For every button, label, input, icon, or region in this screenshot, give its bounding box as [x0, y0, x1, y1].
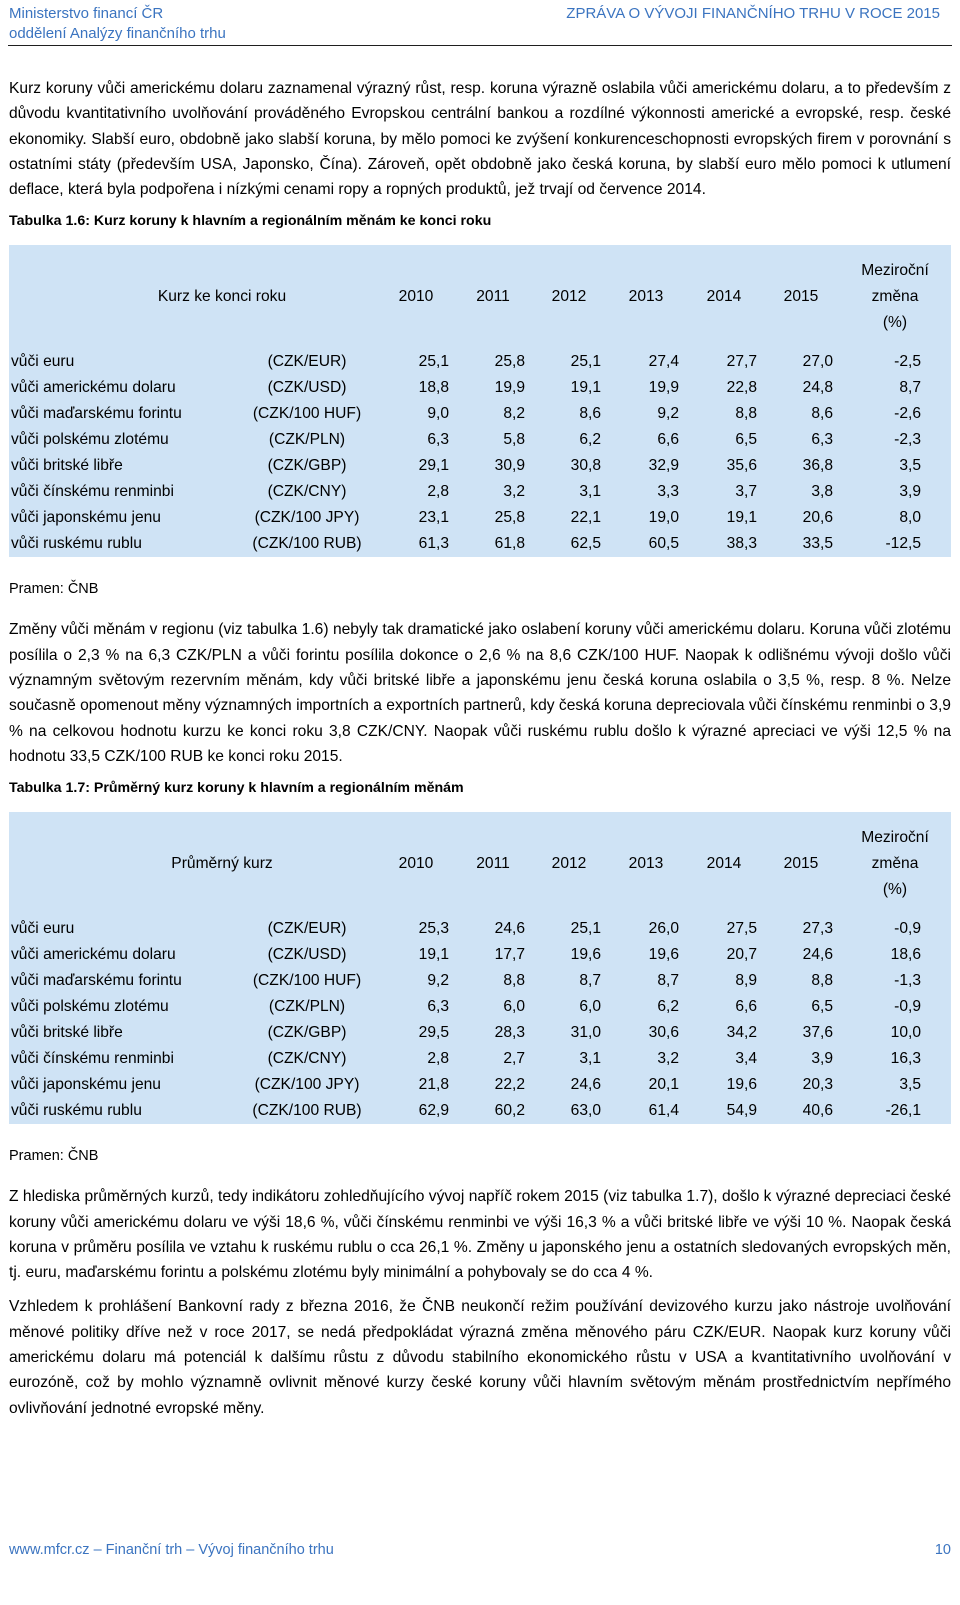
- currency-label: vůči euru: [11, 920, 75, 938]
- currency-label: vůči maďarskému forintu: [11, 972, 182, 990]
- table-2-caption: Tabulka 1.7: Průměrný kurz koruny k hlavním a regionálním měnám: [9, 780, 464, 797]
- page-number: 10: [934, 1542, 951, 1558]
- rate-value: 8,8: [735, 405, 757, 423]
- currency-label: vůči britské libře: [11, 457, 123, 475]
- table-row: [9, 453, 951, 479]
- currency-label: vůči japonskému jenu: [11, 509, 161, 527]
- year-header: 2014: [706, 288, 742, 306]
- rate-value: 19,1: [570, 379, 601, 397]
- rate-value: 27,4: [648, 353, 679, 371]
- currency-unit: (CZK/EUR): [267, 353, 347, 371]
- rate-value: 27,0: [802, 353, 833, 371]
- currency-label: vůči čínskému renminbi: [11, 483, 174, 501]
- table-row: [9, 942, 951, 968]
- currency-label: vůči americkému dolaru: [11, 946, 176, 964]
- currency-label: vůči euru: [11, 353, 75, 371]
- table-row: [9, 1098, 951, 1124]
- table-average-rates: [9, 810, 951, 1124]
- rate-value: 6,6: [735, 998, 757, 1016]
- rate-value: 28,3: [494, 1024, 525, 1042]
- year-header: 2012: [551, 288, 587, 306]
- currency-unit: (CZK/CNY): [267, 483, 347, 501]
- header-divider: [8, 45, 952, 46]
- rate-value: 40,6: [802, 1102, 833, 1120]
- yoy-change: 3,5: [899, 1076, 921, 1094]
- rate-value: 25,1: [570, 920, 601, 938]
- rate-value: 3,2: [503, 483, 525, 501]
- year-header: 2010: [398, 855, 434, 873]
- currency-label: vůči japonskému jenu: [11, 1076, 161, 1094]
- rate-value: 35,6: [726, 457, 757, 475]
- table-row: [9, 1046, 951, 1072]
- rate-value: 29,1: [418, 457, 449, 475]
- rate-value: 63,0: [570, 1102, 601, 1120]
- rate-value: 9,0: [427, 405, 449, 423]
- table-row: [9, 401, 951, 427]
- year-header: 2010: [398, 288, 434, 306]
- table-row: [9, 349, 951, 375]
- rate-value: 31,0: [570, 1024, 601, 1042]
- rate-value: 8,8: [503, 972, 525, 990]
- footer-link[interactable]: www.mfcr.cz – Finanční trh – Vývoj finančního trhu: [9, 1542, 334, 1558]
- currency-unit: (CZK/EUR): [267, 920, 347, 938]
- currency-unit: (CZK/GBP): [267, 457, 347, 475]
- rate-value: 19,6: [570, 946, 601, 964]
- rate-value: 2,8: [427, 1050, 449, 1068]
- rate-value: 22,1: [570, 509, 601, 527]
- currency-label: vůči americkému dolaru: [11, 379, 176, 397]
- rate-value: 33,5: [802, 535, 833, 553]
- rate-value: 9,2: [657, 405, 679, 423]
- year-header: 2015: [783, 288, 819, 306]
- rate-value: 3,1: [579, 1050, 601, 1068]
- rate-value: 3,4: [735, 1050, 757, 1068]
- table-1-caption: Tabulka 1.6: Kurz koruny k hlavním a regionálním měnám ke konci roku: [9, 213, 492, 230]
- rate-value: 3,1: [579, 483, 601, 501]
- rate-value: 6,0: [579, 998, 601, 1016]
- rate-value: 36,8: [802, 457, 833, 475]
- header-ministry: Ministerstvo financí ČR: [9, 5, 164, 22]
- currency-unit: (CZK/100 RUB): [252, 1102, 362, 1120]
- table-year-end-rates: [9, 243, 951, 557]
- yoy-change: 3,5: [899, 457, 921, 475]
- rate-value: 20,6: [802, 509, 833, 527]
- rate-value: 25,3: [418, 920, 449, 938]
- rate-value: 61,4: [648, 1102, 679, 1120]
- currency-unit: (CZK/100 HUF): [252, 405, 362, 423]
- rate-value: 8,6: [579, 405, 601, 423]
- rate-value: 5,8: [503, 431, 525, 449]
- year-header: 2011: [476, 288, 510, 306]
- rate-value: 19,0: [648, 509, 679, 527]
- year-header: 2012: [551, 855, 587, 873]
- yoy-change: -2,5: [894, 353, 921, 371]
- rate-value: 6,5: [811, 998, 833, 1016]
- rate-value: 6,0: [503, 998, 525, 1016]
- rate-value: 38,3: [726, 535, 757, 553]
- rate-value: 27,3: [802, 920, 833, 938]
- change-header-line: (%): [882, 881, 908, 899]
- rate-value: 6,2: [657, 998, 679, 1016]
- rate-value: 25,1: [570, 353, 601, 371]
- rate-value: 6,3: [427, 431, 449, 449]
- rate-value: 6,6: [657, 431, 679, 449]
- table-row: [9, 375, 951, 401]
- rate-value: 18,8: [418, 379, 449, 397]
- change-header-line: Meziroční: [861, 829, 929, 847]
- table-row: [9, 531, 951, 557]
- currency-label: vůči čínskému renminbi: [11, 1050, 174, 1068]
- table-row: [9, 1072, 951, 1098]
- currency-label: vůči ruskému rublu: [11, 1102, 142, 1120]
- table-header-row: [9, 244, 951, 349]
- paragraph-1: Kurz koruny vůči americkému dolaru zaznamenal výrazný růst, resp. koruna výrazně oslabila vůči americkému dolaru, a to především z důvodu kvantitativního uvolňování prováděného Evropskou centrální bankou a rozdílné výkonnosti americké a evropské, resp. české ekonomiky. Slabší euro, obdobně jako slabší koruna, by mělo pomoci ke zvýšení konkurenceschopnosti evropských firem v porovnání s ostatními státy (především USA, Japonsko, Čína). Zároveň, opět obdobně jako česká koruna, by slabší euro mělo pomoci k utlumení deflace, která byla podpořena i nízkými cenami ropy a ropných produktů, jež trvají od července 2014.: [9, 80, 951, 199]
- rate-value: 3,8: [811, 483, 833, 501]
- rate-value: 24,6: [802, 946, 833, 964]
- currency-label: vůči polskému zlotému: [11, 431, 169, 449]
- yoy-change: -12,5: [885, 535, 921, 553]
- rate-value: 20,3: [802, 1076, 833, 1094]
- header-left: [9, 4, 226, 44]
- paragraph-3: Z hlediska průměrných kurzů, tedy indikátoru zohledňujícího vývoj napříč rokem 2015 (viz tabulka 1.7), došlo k výrazné depreciaci české koruny vůči americkému dolaru ve výši 18,6 %, vůči čínskému renminbi ve výši 16,3 % a vůči britské libře ve výši 10 %. Naopak česká koruna v průměru posílila ve vztahu k ruskému rublu o cca 26,1 %. Změny u japonského jenu a ostatních sledovaných evropských měn, tj. euru, maďarskému forintu a polskému zlotému byly minimální a pohybovaly se do cca 4 %.: [9, 1188, 951, 1282]
- rate-value: 8,2: [503, 405, 525, 423]
- rate-value: 8,8: [811, 972, 833, 990]
- currency-unit: (CZK/PLN): [268, 998, 346, 1016]
- rate-value: 22,8: [726, 379, 757, 397]
- currency-unit: (CZK/100 RUB): [252, 535, 362, 553]
- yoy-change: 10,0: [890, 1024, 921, 1042]
- table-title: Kurz ke konci roku: [157, 288, 287, 306]
- rate-value: 3,2: [657, 1050, 679, 1068]
- rate-value: 21,8: [418, 1076, 449, 1094]
- rate-value: 23,1: [418, 509, 449, 527]
- currency-unit: (CZK/100 JPY): [254, 509, 360, 527]
- currency-unit: (CZK/CNY): [267, 1050, 347, 1068]
- rate-value: 25,1: [418, 353, 449, 371]
- paragraph-2: Změny vůči měnám v regionu (viz tabulka 1.6) nebyly tak dramatické jako oslabení koruny vůči americkému dolaru. Koruna vůči zlotému posílila o 2,3 % na 6,3 CZK/PLN a vůči forintu posílila dokonce o 2,6 % na 8,6 CZK/100 HUF. Naopak k odlišnému vývoji došlo vůči významným světovým rezervním měnám, kdy vůči britské libře a japonskému jenu česká koruna oslabila o 3,5 %, resp. 8 %. Nelze současně opomenout měny významných importních a exportních partnerů, kdy česká koruna depreciovala vůči čínskému renminbi o 3,9 % na celkovou hodnotu kurzu ke konci roku 3,8 CZK/CNY. Naopak vůči ruskému rublu došlo k výrazné apreciaci ve výši 12,5 % na hodnotu 33,5 CZK/100 RUB ke konci roku 2015.: [9, 621, 951, 765]
- table-row: [9, 505, 951, 531]
- rate-value: 6,2: [579, 431, 601, 449]
- table-header-row: [9, 811, 951, 916]
- rate-value: 3,7: [735, 483, 757, 501]
- rate-value: 32,9: [648, 457, 679, 475]
- year-header: 2014: [706, 855, 742, 873]
- rate-value: 27,5: [726, 920, 757, 938]
- currency-label: vůči maďarskému forintu: [11, 405, 182, 423]
- rate-value: 25,8: [494, 353, 525, 371]
- page-header: [0, 0, 960, 48]
- rate-value: 6,3: [811, 431, 833, 449]
- currency-unit: (CZK/USD): [267, 946, 347, 964]
- yoy-change: -0,9: [894, 998, 921, 1016]
- table-title: Průměrný kurz: [171, 855, 273, 873]
- rate-value: 62,5: [570, 535, 601, 553]
- rate-value: 19,1: [418, 946, 449, 964]
- rate-value: 30,8: [570, 457, 601, 475]
- table-2-source: Pramen: ČNB: [9, 1148, 99, 1165]
- rate-value: 20,7: [726, 946, 757, 964]
- currency-unit: (CZK/PLN): [268, 431, 346, 449]
- rate-value: 3,3: [657, 483, 679, 501]
- rate-value: 2,7: [503, 1050, 525, 1068]
- rate-value: 60,2: [494, 1102, 525, 1120]
- currency-unit: (CZK/GBP): [267, 1024, 347, 1042]
- yoy-change: -0,9: [894, 920, 921, 938]
- rate-value: 8,9: [735, 972, 757, 990]
- table-row: [9, 968, 951, 994]
- yoy-change: 16,3: [890, 1050, 921, 1068]
- currency-label: vůči polskému zlotému: [11, 998, 169, 1016]
- table-body: [9, 916, 951, 1124]
- rate-value: 8,7: [579, 972, 601, 990]
- currency-unit: (CZK/100 HUF): [252, 972, 362, 990]
- rate-value: 19,9: [648, 379, 679, 397]
- table-body: [9, 349, 951, 557]
- currency-unit: (CZK/100 JPY): [254, 1076, 360, 1094]
- year-header: 2013: [628, 855, 664, 873]
- change-header-line: Meziroční: [861, 262, 929, 280]
- rate-value: 24,6: [570, 1076, 601, 1094]
- rate-value: 62,9: [418, 1102, 449, 1120]
- change-header: [839, 811, 951, 916]
- currency-label: vůči ruskému rublu: [11, 535, 142, 553]
- table-1-source: Pramen: ČNB: [9, 581, 99, 598]
- year-header: 2015: [783, 855, 819, 873]
- change-header: [839, 244, 951, 349]
- rate-value: 19,1: [726, 509, 757, 527]
- rate-value: 3,9: [811, 1050, 833, 1068]
- rate-value: 6,5: [735, 431, 757, 449]
- header-department: oddělení Analýzy finančního trhu: [9, 25, 226, 42]
- rate-value: 8,6: [811, 405, 833, 423]
- rate-value: 20,1: [648, 1076, 679, 1094]
- rate-value: 30,6: [648, 1024, 679, 1042]
- rate-value: 30,9: [494, 457, 525, 475]
- yoy-change: 3,9: [899, 483, 921, 501]
- rate-value: 19,6: [648, 946, 679, 964]
- yoy-change: -2,3: [894, 431, 921, 449]
- header-report-title: ZPRÁVA O VÝVOJI FINANČNÍHO TRHU V ROCE 2015: [566, 5, 940, 22]
- page-content: [9, 76, 951, 1430]
- rate-value: 34,2: [726, 1024, 757, 1042]
- year-header: 2011: [476, 855, 510, 873]
- year-header: 2013: [628, 288, 664, 306]
- table-row: [9, 916, 951, 942]
- currency-label: vůči britské libře: [11, 1024, 123, 1042]
- table-row: [9, 479, 951, 505]
- rate-value: 25,8: [494, 509, 525, 527]
- rate-value: 54,9: [726, 1102, 757, 1120]
- rate-value: 8,7: [657, 972, 679, 990]
- rate-value: 24,8: [802, 379, 833, 397]
- table-row: [9, 994, 951, 1020]
- yoy-change: -2,6: [894, 405, 921, 423]
- rate-value: 6,3: [427, 998, 449, 1016]
- rate-value: 17,7: [494, 946, 525, 964]
- yoy-change: -26,1: [885, 1102, 921, 1120]
- rate-value: 24,6: [494, 920, 525, 938]
- rate-value: 60,5: [648, 535, 679, 553]
- rate-value: 29,5: [418, 1024, 449, 1042]
- rate-value: 61,3: [418, 535, 449, 553]
- yoy-change: 18,6: [890, 946, 921, 964]
- change-header-line: změna: [871, 288, 919, 306]
- currency-unit: (CZK/USD): [267, 379, 347, 397]
- rate-value: 19,9: [494, 379, 525, 397]
- rate-value: 37,6: [802, 1024, 833, 1042]
- rate-value: 9,2: [427, 972, 449, 990]
- rate-value: 2,8: [427, 483, 449, 501]
- yoy-change: 8,0: [899, 509, 921, 527]
- rate-value: 27,7: [726, 353, 757, 371]
- change-header-line: změna: [871, 855, 919, 873]
- rate-value: 61,8: [494, 535, 525, 553]
- rate-value: 26,0: [648, 920, 679, 938]
- yoy-change: -1,3: [894, 972, 921, 990]
- paragraph-4: Vzhledem k prohlášení Bankovní rady z března 2016, že ČNB neukončí režim používání devizového kurzu jako nástroje uvolňování měnové politiky dříve než v roce 2017, se nedá předpokládat výrazná změna měnového páru CZK/EUR. Naopak kurz koruny vůči americkému dolaru má potenciál k dalšímu růstu z důvodu stabilního ekonomického růstu v USA a kvantitativního uvolňování v eurozóně, což by mohlo významně ovlivnit měnové kurzy české koruny vůči hlavním světovým měnám prostřednictvím nepřímého ovlivňování jednotné evropské měny.: [9, 1298, 951, 1417]
- yoy-change: 8,7: [899, 379, 921, 397]
- table-row: [9, 1020, 951, 1046]
- rate-value: 22,2: [494, 1076, 525, 1094]
- table-row: [9, 427, 951, 453]
- change-header-line: (%): [882, 314, 908, 332]
- rate-value: 19,6: [726, 1076, 757, 1094]
